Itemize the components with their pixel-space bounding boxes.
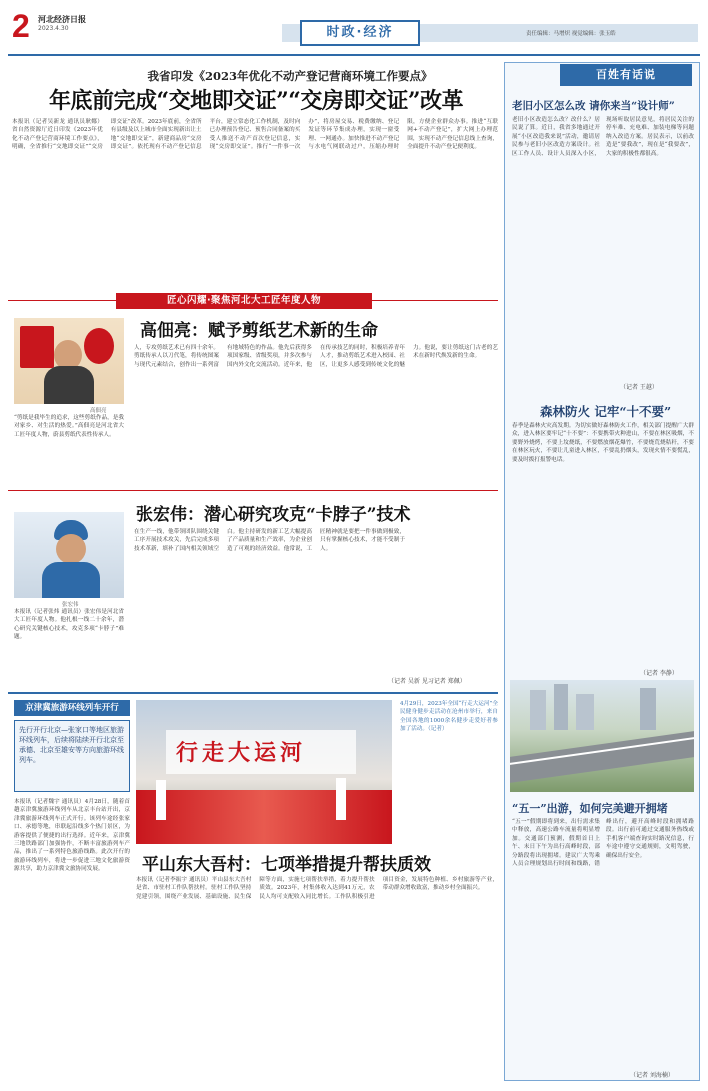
page-number: 2 — [12, 8, 30, 44]
gao-body: 人，专攻剪纸艺术已有四十余年。剪纸传承人以刀代笔，将传统图案与现代元素结合，创作出一系列富有地域特色的作品。他先后获得多项国家级、省级奖项，并多次参与国内外文化交流活动。近年来，他在传承技艺的同时，积极培养青年人才，推动剪纸艺术进入校园、社区，让更多人感受到传统文化的魅力。他说，要让剪纸这门古老的艺术在新时代焕发新的生命。 — [134, 345, 498, 368]
zhang-photo-caption: 张宏伟 — [62, 602, 79, 608]
zhang-headline: 张宏伟：潜心研究攻克“卡脖子”技术 — [136, 505, 411, 525]
header-rule — [8, 54, 700, 56]
village-headline: 平山东大吾村：七项举措提升帮扶质效 — [142, 855, 431, 875]
sidebar-item2-body: 春季是森林火灾高发期。为切实做好森林防火工作，相关部门提醒广大群众，进入林区要牢记“十不要”：不要携带火种进山，不要在林区吸烟，不要野外烧烤，不要上坟烧纸，不要燃放烟花爆竹，不要烧荒烧秸秆，不要在林区玩火，不要让儿童进入林区，不要乱扔烟头，发现火情不要慌乱，要及时拨打报警电话。 — [512, 423, 694, 463]
feature-reporter: （记者 吴新 见习记者 郑佩） — [388, 678, 466, 685]
gao-photo-caption: 高佃亮 — [90, 408, 107, 414]
village-body: 本报讯（记者李振宇 通讯员）平山县东大吾村是省、市驻村工作队帮扶村。驻村工作队坚持党建引领，围绕产业发展、基础设施、民生保障等方面，实施七项帮扶举措，着力提升帮扶质效。2023年，村集体收入达到41万元，农民人均可支配收入同比增长。工作队积极引进项目资金，发展特色种植、乡村旅游等产业，带动群众增收致富，推动乡村全面振兴。 — [136, 877, 498, 900]
tourism-intro: 先行开行北京—张家口等地区旅游环线列车，后续将陆续开行北京至承德、北京至雄安等方向旅游环线列车。 — [14, 720, 130, 792]
sidebar-banner: 百姓有话说 — [560, 64, 692, 86]
paper-name: 河北经济日报 — [38, 15, 86, 24]
zhang-hongwei-photo — [14, 512, 124, 598]
section-divider — [8, 692, 498, 694]
zhang-intro: 本报讯（记者张炜 通讯员）张宏伟是河北省大工匠年度人物。他扎根一线二十余年，潜心研究关键核心技术，攻克多项“卡脖子”难题。 — [14, 609, 124, 641]
section-title: 时政·经济 — [300, 20, 420, 46]
sidebar-item2-headline: 森林防火 记牢“十不要” — [540, 404, 672, 419]
gao-dianliang-photo — [14, 318, 124, 404]
gao-intro: “剪纸是我毕生的追求，这些剪纸作品，是我对家乡、对生活的热爱。”高佃亮是河北省大工匠年度人物，蔚县剪纸代表性传承人。 — [14, 415, 124, 438]
sidebar-item1-reporter: （记者 王越） — [620, 384, 658, 391]
main-body: 本报讯（记者吴新龙 通讯员耿娜）省自然资源厅近日印发《2023年优化不动产登记营商环境工作要点》，明确，全省推行“交地即交证”“交房即交证”改革。2023年底前，全省所有县级及以上城市全面实现新出让土地“交地即交证”，新建商品房“交房即交证”。依托现有不动产登记信息平台，建立常态化工作机制，及时向已办理预告登记、预售合同备案的买受人推送不动产首次登记信息，实现“交房即交证”。推行“一件事一次办”，将房屋交易、税费缴纳、登记发证等环节集成办理，实现一窗受理、一网通办。加快推进不动产登记与水电气网联动过户，压缩办理时限，方便企业群众办事。推进“互联网+不动产登记”，扩大网上办理范围，实现不动产登记信息线上查询，全面提升不动产登记便利度。 — [12, 119, 498, 151]
highway-photo — [510, 680, 694, 792]
sidebar-item3-headline: “五一”出游，如何完美避开拥堵 — [512, 802, 668, 815]
sidebar-item2-reporter: （记者 李静） — [640, 670, 678, 677]
main-kicker: 我省印发《2023年优化不动产登记营商环境工作要点》 — [147, 69, 433, 83]
walk-photo-caption: 4月29日，2023年全国“行走大运河”全民健身健步走活动在沧州市举行，来自全国各地的1000余名健步走爱好者参加了活动。（记者） — [400, 701, 498, 733]
sidebar-item3-body: “五一”假期即将到来，出行需求集中释放，高速公路车流量将明显增加。交通部门预测，假期首日上午、末日下午为出行高峰时段，部分路段将出现拥堵。建议广大驾乘人员合理规划出行时间和线路，错峰出行，避开高峰时段和拥堵路段。出行前可通过交通服务热线或手机客户端查询实时路况信息，行车途中遵守交通规则，文明驾驶，确保出行安全。 — [512, 819, 694, 868]
sidebar-item1-body: 老旧小区改造怎么改？改什么？居民说了算。近日，我省多地通过开展“小区改造我来说”活动，邀请居民参与老旧小区改造方案设计。社区工作人员、设计人员深入小区，现场听取居民意见，将居民关注的停车难、充电难、加装电梯等问题纳入改造方案。居民表示，以前改造是“要我改”，现在是“我要改”，大家的积极性都很高。 — [512, 117, 694, 157]
tourism-body: 本报讯（记者魏宇 通讯员）4月28日，随着首趟京津冀旅游环线列车从北京丰台站开出，京津冀旅游环线列车正式开行。该列车途经张家口、承德等地，串联起沿线多个热门景区，为游客提供了便捷的出行选择。近年来，京津冀三地铁路部门加强协作，不断丰富旅游列车产品，推出了一系列特色旅游线路。此次开行的旅游环线列车，将进一步促进三地文化旅游资源共享，助力京津冀文旅协同发展。 — [14, 799, 130, 873]
editors-credit: 责任编辑：马增炽 视觉编辑：张玉皓 — [526, 31, 616, 37]
walk-event-photo: 行走大运河 — [136, 700, 392, 844]
gao-headline: 高佃亮：赋予剪纸艺术新的生命 — [140, 321, 378, 341]
sidebar-item3-reporter: （记者 刘海楠） — [630, 1072, 674, 1079]
tourism-headline: 京津冀旅游环线列车开行 — [14, 700, 130, 716]
feature-divider — [8, 490, 498, 491]
main-headline: 年底前完成“交地即交证”“交房即交证”改革 — [48, 88, 464, 114]
sidebar-item1-headline: 老旧小区怎么改 请你来当“设计师” — [512, 100, 675, 112]
zhang-body: 在生产一线，他带领团队围绕关键工序开展技术攻关，先后完成多项技术革新，填补了国内相关领域空白。他主持研发的新工艺大幅提高了产品质量和生产效率，为企业创造了可观的经济效益。他常说，工匠精神就是要把一件事做到极致，只有掌握核心技术，才能不受制于人。 — [134, 529, 405, 552]
issue-date: 2023.4.30 — [38, 25, 69, 32]
feature-banner: 匠心闪耀·聚焦河北大工匠年度人物 — [116, 293, 372, 309]
